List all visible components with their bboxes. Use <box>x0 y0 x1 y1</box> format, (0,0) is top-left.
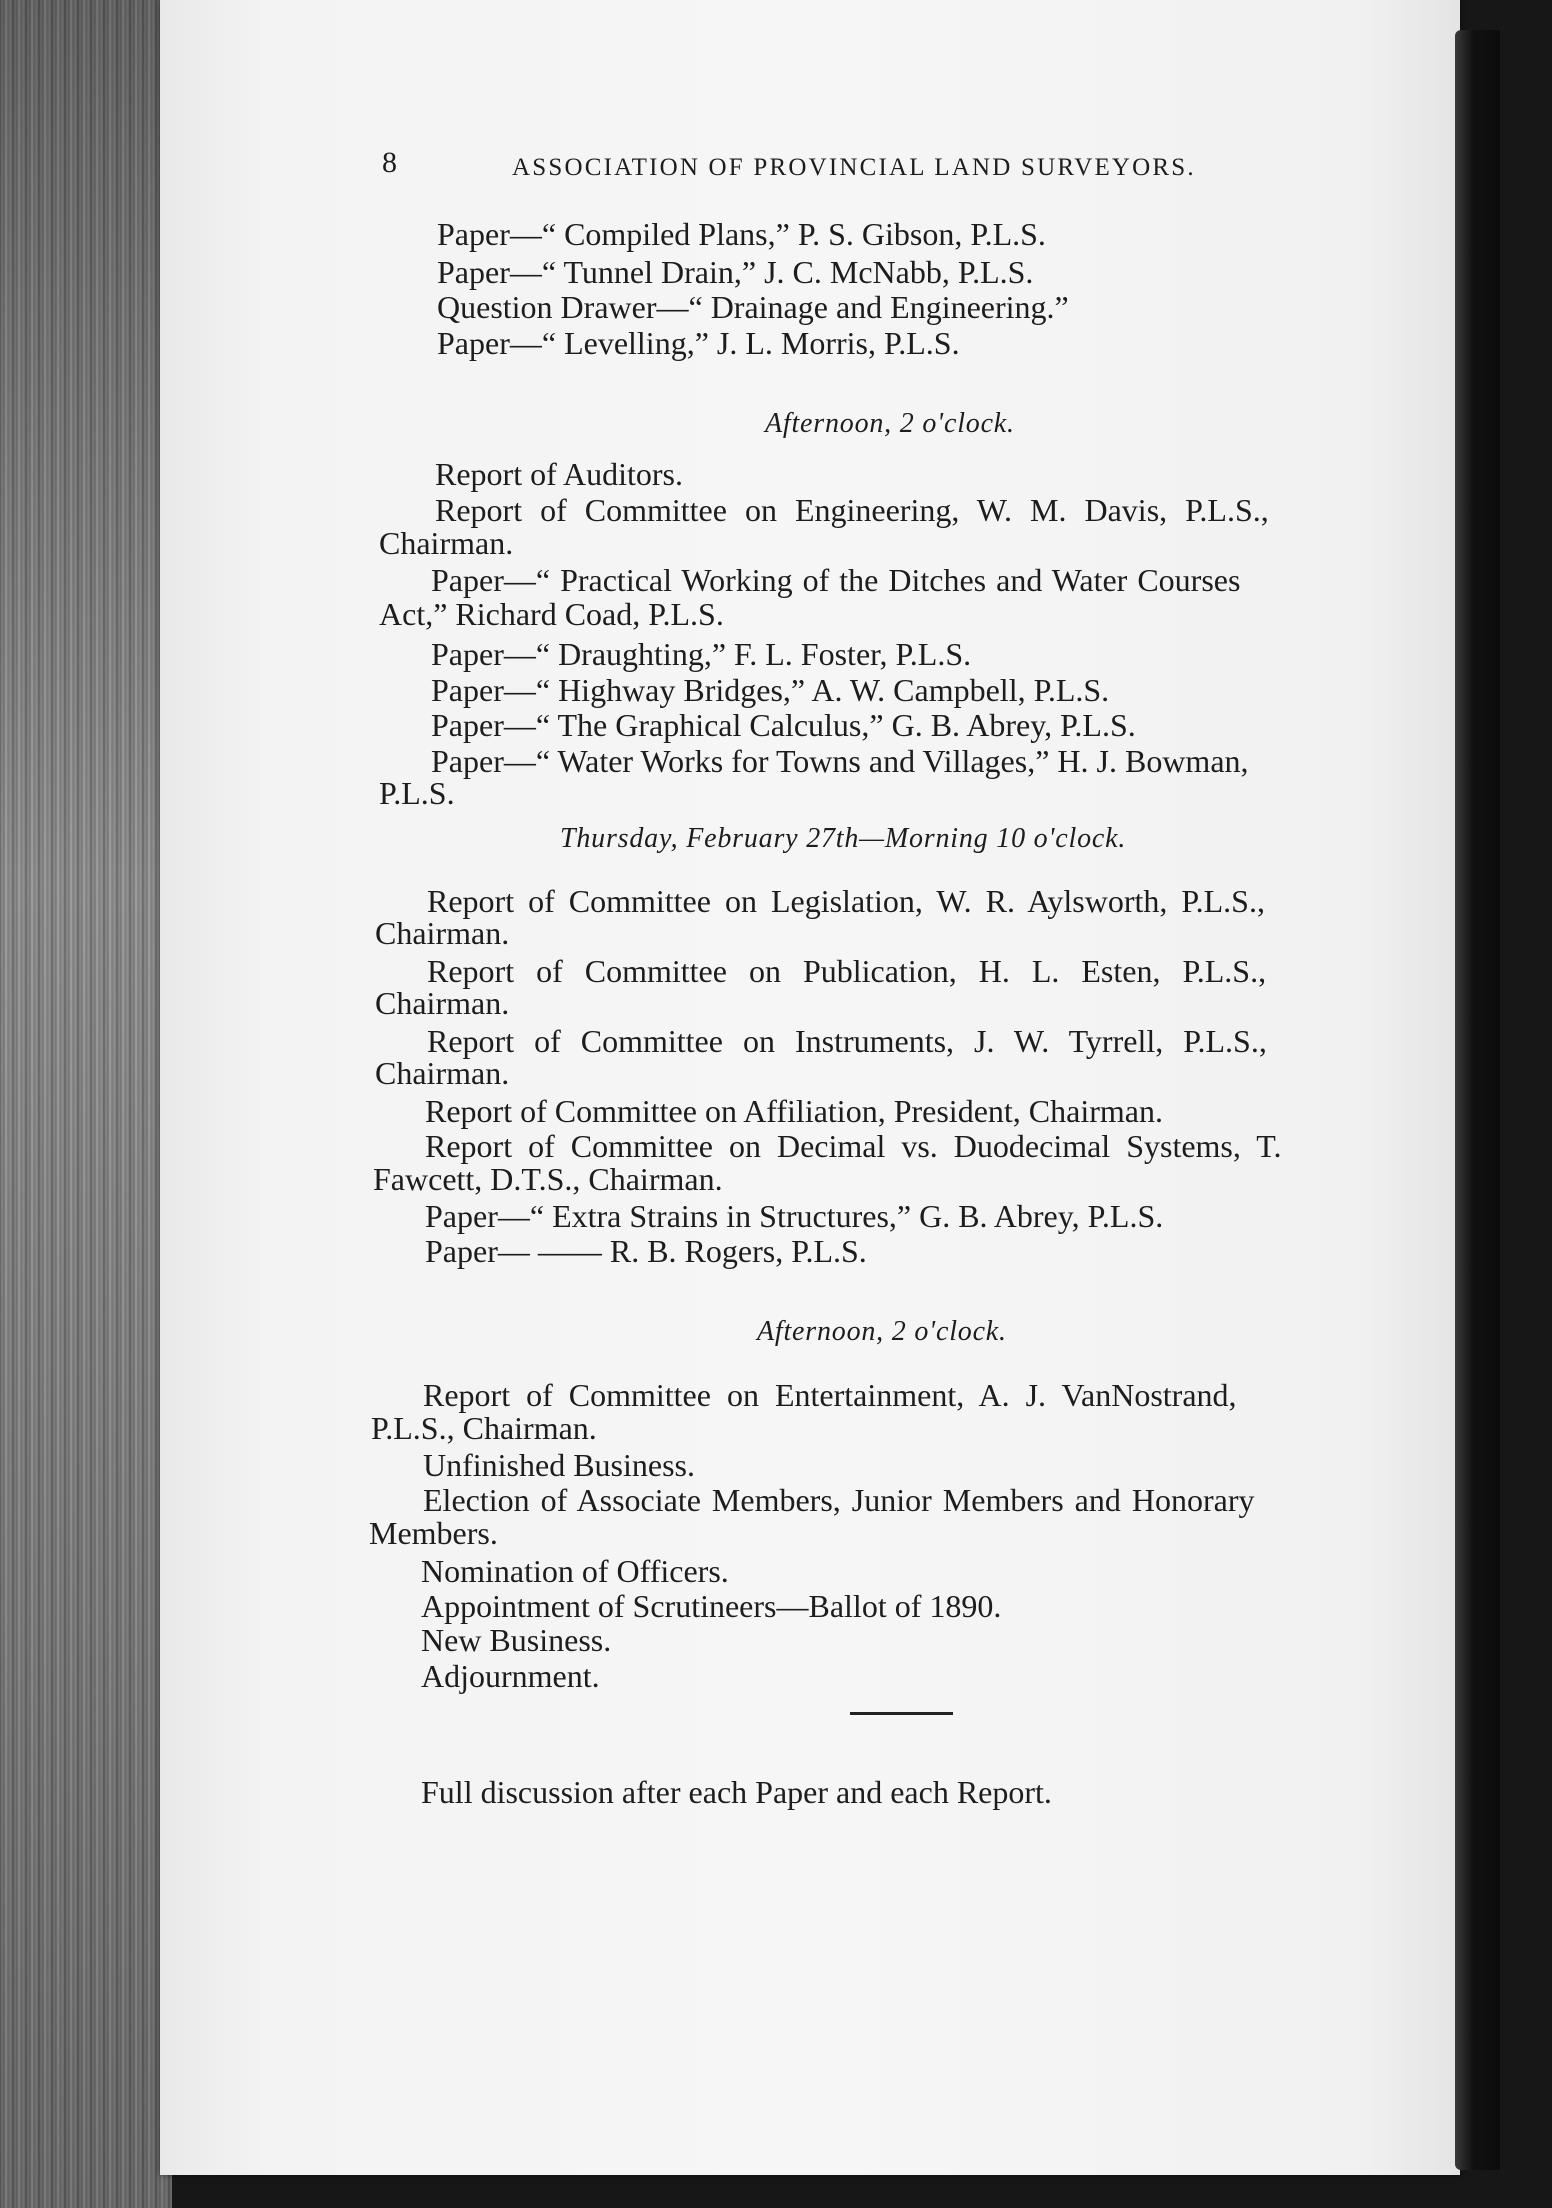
running-head: ASSOCIATION OF PROVINCIAL LAND SURVEYORS. <box>512 154 1196 181</box>
agenda-line: Unfinished Business. <box>423 1447 695 1483</box>
agenda-line: Chairman. <box>375 915 510 951</box>
agenda-line: Appointment of Scrutineers—Ballot of 1890. <box>421 1588 1002 1624</box>
agenda-line: Paper—“ Highway Bridges,” A. W. Campbell, P.L.S. <box>431 672 1110 708</box>
agenda-line: Members. <box>369 1515 498 1551</box>
book-page-edges <box>0 0 172 2208</box>
agenda-line: Paper—“ Extra Strains in Structures,” G. B. Abrey, P.L.S. <box>425 1198 1164 1234</box>
agenda-line: Paper—“ Levelling,” J. L. Morris, P.L.S. <box>437 325 960 361</box>
agenda-line: P.L.S. <box>379 775 455 811</box>
agenda-line: Nomination of Officers. <box>421 1553 729 1589</box>
section-heading: Thursday, February 27th—Morning 10 o'clock. <box>560 823 1127 854</box>
agenda-line: Report of Committee on Legislation, W. R. Aylsworth, P.L.S., <box>427 883 1265 919</box>
agenda-line: Paper—“ Water Works for Towns and Villages,” H. J. Bowman, <box>431 743 1249 779</box>
agenda-line: Act,” Richard Coad, P.L.S. <box>379 596 724 632</box>
section-heading: Afternoon, 2 o'clock. <box>757 1316 1007 1347</box>
agenda-line: Report of Committee on Instruments, J. W. Tyrrell, P.L.S., <box>427 1023 1267 1059</box>
agenda-line: Adjournment. <box>421 1658 600 1694</box>
agenda-line: Report of Auditors. <box>435 456 683 492</box>
agenda-line: Report of Committee on Entertainment, A. J. VanNostrand, <box>423 1377 1237 1413</box>
page-number: 8 <box>382 146 397 179</box>
agenda-line: Election of Associate Members, Junior Members and Honorary <box>423 1482 1255 1518</box>
agenda-line: Report of Committee on Decimal vs. Duodecimal Systems, T. <box>425 1128 1282 1164</box>
agenda-line: Paper—“ Compiled Plans,” P. S. Gibson, P.L.S. <box>437 216 1046 252</box>
section-divider <box>850 1712 953 1715</box>
agenda-line: Report of Committee on Publication, H. L. Esten, P.L.S., <box>427 953 1267 989</box>
agenda-line: Paper—“ The Graphical Calculus,” G. B. Abrey, P.L.S. <box>431 707 1136 743</box>
book-right-edge <box>1455 30 1500 2170</box>
agenda-line: P.L.S., Chairman. <box>371 1410 597 1446</box>
agenda-line: Paper—“ Draughting,” F. L. Foster, P.L.S. <box>431 636 972 672</box>
section-heading: Afternoon, 2 o'clock. <box>765 408 1015 439</box>
agenda-line: Chairman. <box>375 985 510 1021</box>
agenda-line: Paper— —— R. B. Rogers, P.L.S. <box>425 1233 867 1269</box>
agenda-line: Report of Committee on Affiliation, President, Chairman. <box>425 1093 1163 1129</box>
agenda-line: Report of Committee on Engineering, W. M. Davis, P.L.S., <box>435 492 1269 528</box>
agenda-line: Chairman. <box>379 525 514 561</box>
agenda-line: Question Drawer—“ Drainage and Engineering.” <box>437 289 1069 325</box>
agenda-line: Fawcett, D.T.S., Chairman. <box>373 1161 723 1197</box>
agenda-line: Paper—“ Tunnel Drain,” J. C. McNabb, P.L.S. <box>437 254 1034 290</box>
agenda-line: New Business. <box>421 1622 612 1658</box>
agenda-line: Chairman. <box>375 1055 510 1091</box>
agenda-line: Paper—“ Practical Working of the Ditches and Water Courses <box>431 562 1241 598</box>
closing-note: Full discussion after each Paper and each Report. <box>421 1774 1052 1810</box>
